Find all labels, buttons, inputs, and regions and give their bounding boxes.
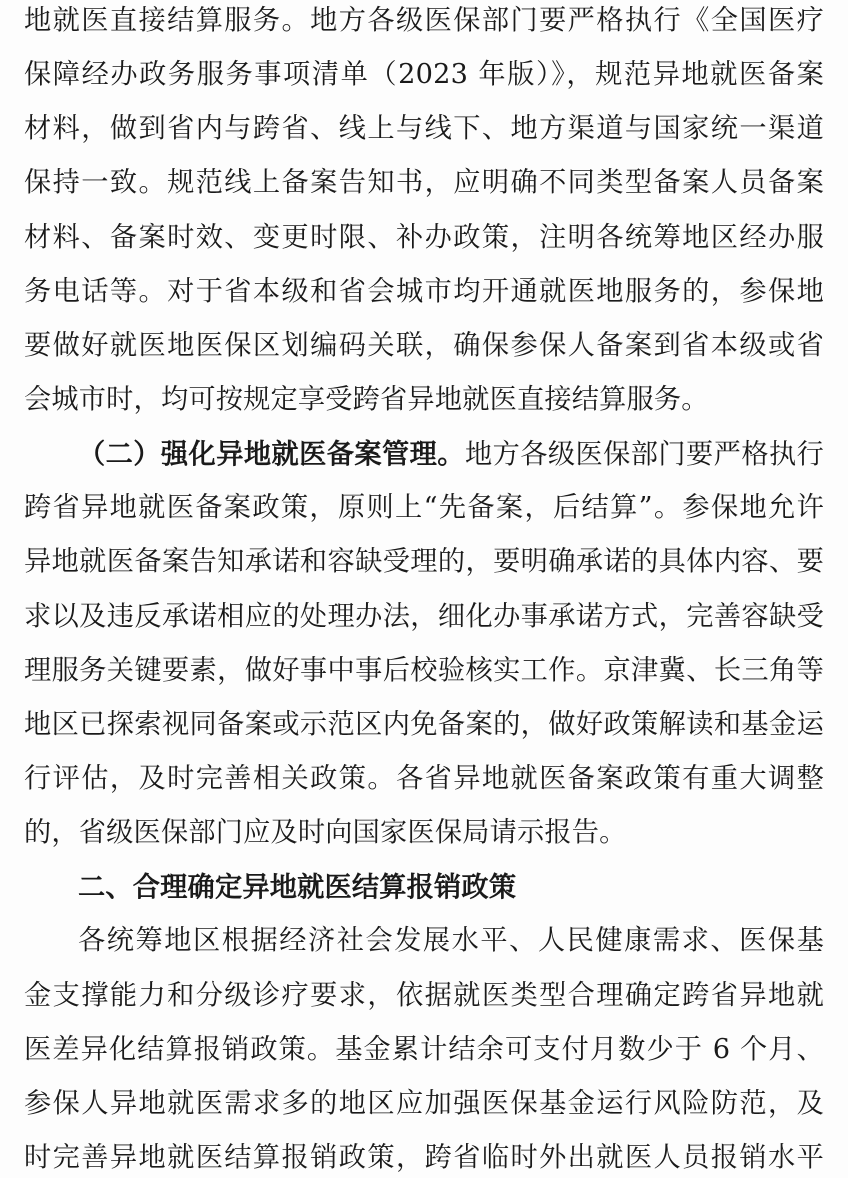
text-line: 各统筹地区根据经济社会发展水平、人民健康需求、医保基 bbox=[78, 925, 824, 956]
text-line: 材料、备案时效、变更时限、补办政策，注明各统筹地区经办服 bbox=[24, 222, 824, 253]
text-line: 异地就医备案告知承诺和容缺受理的，要明确承诺的具体内容、要 bbox=[24, 546, 824, 577]
text-line: 行评估，及时完善相关政策。各省异地就医备案政策有重大调整 bbox=[24, 763, 824, 794]
subsection-lead-line bbox=[78, 436, 824, 473]
text-line: 时完善异地就医结算报销政策，跨省临时外出就医人员报销水平 bbox=[24, 1142, 824, 1173]
text-line: 理服务关键要素，做好事中事后校验核实工作。京津冀、长三角等 bbox=[24, 655, 824, 686]
text-line: 求以及违反承诺相应的处理办法，细化办事承诺方式，完善容缺受 bbox=[24, 601, 824, 632]
text-line: 地就医直接结算服务。地方各级医保部门要严格执行《全国医疗 bbox=[24, 5, 824, 36]
text-line: 医差异化结算报销政策。基金累计结余可支付月数少于 6 个月、 bbox=[24, 1034, 824, 1065]
text-line: 材料，做到省内与跨省、线上与线下、地方渠道与国家统一渠道 bbox=[24, 113, 824, 144]
text-line: 保持一致。规范线上备案告知书，应明确不同类型备案人员备案 bbox=[24, 167, 824, 198]
section-heading: 二、合理确定异地就医结算报销政策 bbox=[78, 871, 517, 903]
text-line: 地区已探索视同备案或示范区内免备案的，做好政策解读和基金运 bbox=[24, 709, 824, 740]
text-line: 金支撑能力和分级诊疗要求，依据就医类型合理确定跨省异地就 bbox=[24, 980, 824, 1011]
text-line: 会城市时，均可按规定享受跨省异地就医直接结算服务。 bbox=[24, 384, 709, 415]
text-line: 保障经办政务服务事项清单（2023 年版）》，规范异地就医备案 bbox=[24, 59, 824, 90]
text-line: 的，省级医保部门应及时向国家医保局请示报告。 bbox=[24, 817, 627, 848]
text-line: 参保人异地就医需求多的地区应加强医保基金运行风险防范，及 bbox=[24, 1088, 824, 1119]
text-line: 跨省异地就医备案政策，原则上“先备案，后结算”。参保地允许 bbox=[24, 492, 824, 523]
text-line: 要做好就医地医保区划编码关联，确保参保人备案到省本级或省 bbox=[24, 330, 824, 361]
text-line: 务电话等。对于省本级和省会城市均开通就医地服务的，参保地 bbox=[24, 276, 824, 307]
subsection-title: （二）强化异地就医备案管理。 bbox=[78, 438, 465, 470]
subsection-lead-text: 地方各级医保部门要严格执行 bbox=[464, 439, 824, 470]
